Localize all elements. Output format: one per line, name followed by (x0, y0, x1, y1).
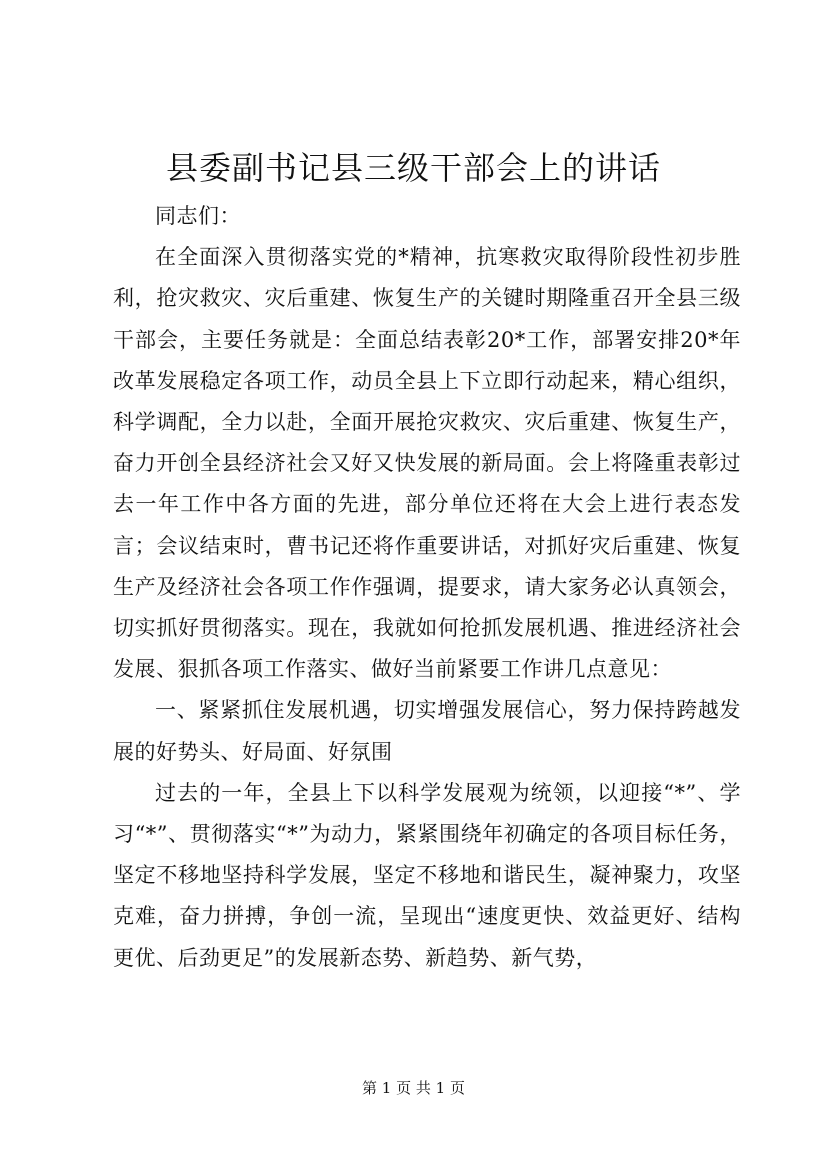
page-footer: 第 1 页 共 1 页 (362, 1079, 465, 1097)
document-body (113, 196, 741, 979)
salutation-paragraph: 同志们： (155, 204, 241, 228)
document-title: 县委副书记县三级干部会上的讲话 (165, 149, 661, 187)
intro-paragraph: 在全面深入贯彻落实党的*精神，抗寒救灾取得阶段性初步胜利，抢灾救灾、灾后重建、恢复生产的关键时期隆重召开全县三级干部会，主要任务就是：全面总结表彰20*工作，部署安排20*年改革发展稳定各项工作，动员全县上下立即行动起来，精心组织，科学调配，全力以赴，全面开展抢灾救灾、灾后重建、恢复生产，奋力开创全县经济社会又好又快发展的新局面。会上将隆重表彰过去一年工作中各方面的先进，部分单位还将在大会上进行表态发言；会议结束时，曹书记还将作重要讲话，对抓好灾后重建、恢复生产及经济社会各项工作作强调，提要求，请大家务必认真领会，切实抓好贯彻落实。现在，我就如何抢抓发展机遇、推进经济社会发展、狠抓各项工作落实、做好当前紧要工作讲几点意见： (113, 245, 741, 682)
body-paragraph: 过去的一年，全县上下以科学发展观为统领，以迎接“*”、学习“*”、贯彻落实“*”为动力，紧紧围绕年初确定的各项目标任务，坚定不移地坚持科学发展，坚定不移地和谐民生，凝神聚力，攻坚克难，奋力拼搏，争创一流，呈现出“速度更快、效益更好、结构更优、后劲更足”的发展新态势、新趋势、新气势， (113, 780, 741, 970)
section-heading-1: 一、紧紧抓住发展机遇，切实增强发展信心，努力保持跨越发展的好势头、好局面、好氛围 (113, 698, 741, 764)
